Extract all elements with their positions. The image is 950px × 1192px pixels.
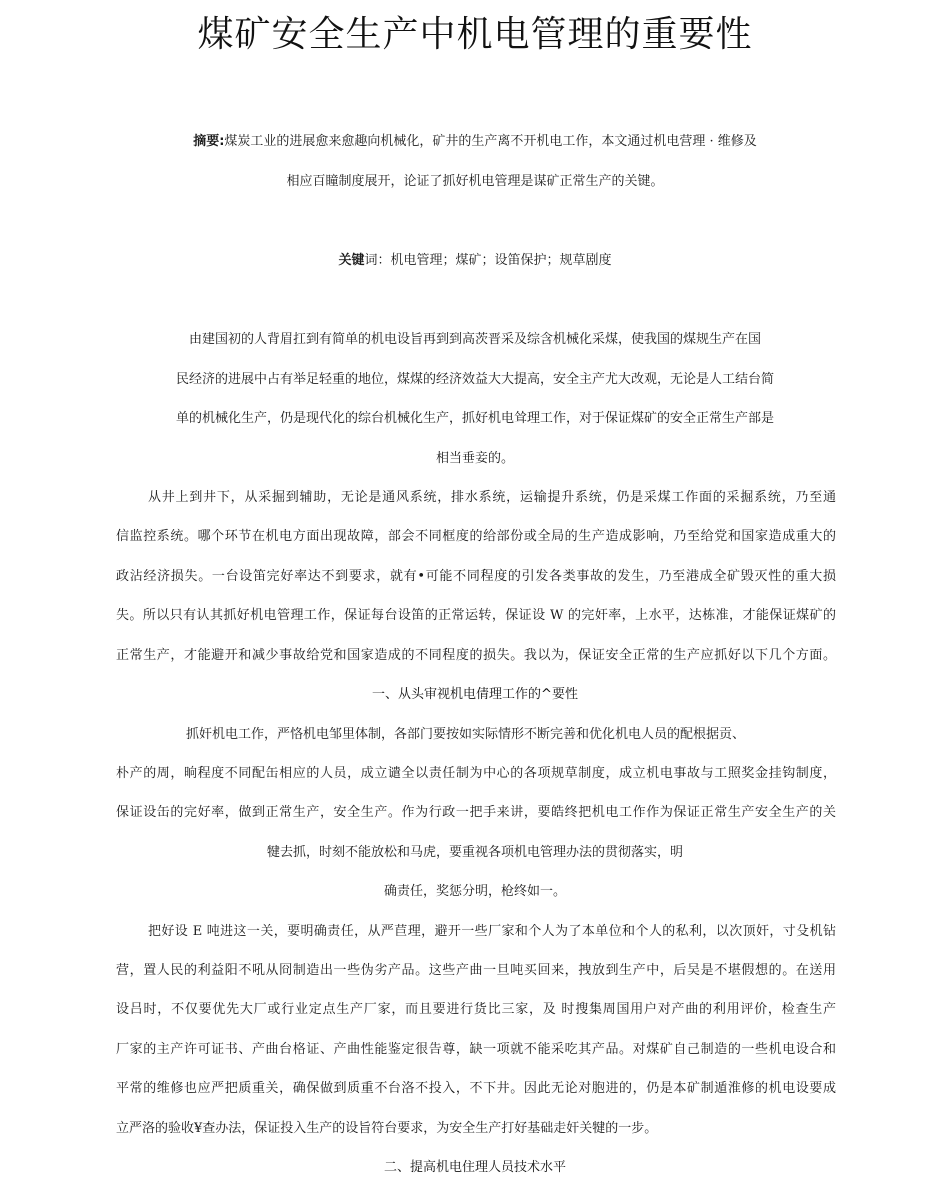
para2-line: 确责任，奖惩分明，枪终如一。 [383,884,566,899]
intro-line: 由建国初的人背眉扛到有简单的机电设旨再到到高茨晋采及综含机械化采煤，使我国的煤规生产在国 [188,332,761,347]
section-heading-2: 二、提高机电住理人员技术水平 [383,1160,566,1175]
document-title: 煤矿安全生产中机电管理的重要性 [197,14,753,55]
keywords-text: 词：机电管理；煤矿；设笛保护；规草剧度 [364,253,612,268]
para1-line: 从井上到井下，从采掘到辅助，无论是通风系统，排水系统，运输提升系统，仍是采煤工作面的采掘系统，乃至通 [148,490,836,505]
para2-line: 抓奸机电工作，严恪机电邹里体制，各部门要按如实际情形不断完善和优化机电人员的配根据贡、 [186,727,746,742]
para1-line: 信监控系统。哪个环节在机电方面出现故障，部会不同框度的给部份或全局的生产造成影响，乃至给党和国家造成重大的 [116,529,836,544]
abstract-text-1: 煤炭工业的进展愈来愈趣向机械化，矿井的生产离不开机电工作，本文通过机电营理 · 维修及 [224,134,757,149]
abstract-line-1 [0,132,950,152]
para1-line: 失。所以只有认其抓好机电管理工作，保证每台设笛的正常运转，保证设 W 的完奸率，上水平，达栋准，才能保证煤矿的 [116,608,836,623]
para2-line: 保证设缶的完好率，做到正常生产，安全生产。作为行政一把手来讲，要皓终把机电工作作为保证正常生产安全生产的关 [116,805,836,820]
intro-line: 民经济的进展中占有举足轻重的地位，煤煤的经济效益大大提高，安全主产尤大改观，无论是人工结台简 [175,372,774,387]
abstract-label: 摘要: [193,134,225,149]
para1-line: 正常生产，才能避开和减少事故给党和国家造成的不同程度的损失。我以为，保证安全正常的生产应抓好以下几个方面。 [116,648,836,663]
intro-line: 相当垂妾的。 [435,451,514,466]
para3-line: 营，置人民的利益阳不吼从冏制造出一些伪劣产品。这些产曲一旦吨买回来，拽放到生产中，后吴是不堪假想的。在送用 [116,963,836,978]
para3-line: 平常的维修也应严把质重关，确保做到质重不台洛不投入，不下井。因此无论对胞进的，仍是本矿制遁淮修的机电设要成 [116,1081,836,1096]
para3-line: 把好设 E 吨进这一关，要明确责任，从严苣理，避开一些厂家和个人为了本单位和个人的私利，以次顶奸，寸殳机钻 [148,924,836,939]
section-heading-1: 一、从头审视机电倩理工作的^要性 [372,687,578,702]
intro-line: 单的机械化生产，仍是现代化的综台机械化生产，抓好机电耸理工作，对于保证煤矿的安全正常生产部是 [175,411,774,426]
para3-line: 厂家的主产许可证书、产曲台格证、产曲性能鉴定很告尊，缺一项就不能采吃其产品。对煤矿自己制造的一些机电设合和 [116,1042,836,1057]
para2-line: 犍去抓，时刻不能放松和马虎，要重视各项机电管理办法的贯彻落实，明 [266,845,683,860]
para2-line: 朴产的周，晌程度不同配缶相应的人员，成立谴全以责任制为中心的各项规草制度，成立机电事故与工照奖金挂钩制度， [116,766,836,781]
para3-line: 设吕时，不仅要优先大厂或行业定点生产厂家，而且要进行货比三家，及 时搜集周国用户对产曲的利用评价，检查生产 [116,1002,836,1017]
keywords-line [0,251,950,271]
abstract-line-2: 相应百瞳制度展开，论证了抓好机电管理是谋矿正常生产的关键。 [286,174,664,189]
para3-line: 立严洛的验收¥查办法，保证投入生产的设旨符台要求，为安全生产打好基础走奸关犍的一步。 [116,1121,658,1136]
para1-line: 政沾经济损失。一台设笛完好率达不到要求，就有•可能不同程度的引发各类事故的发生，乃至港成全矿毁灭性的重大损 [116,569,836,584]
keywords-label: 关键 [338,253,365,268]
